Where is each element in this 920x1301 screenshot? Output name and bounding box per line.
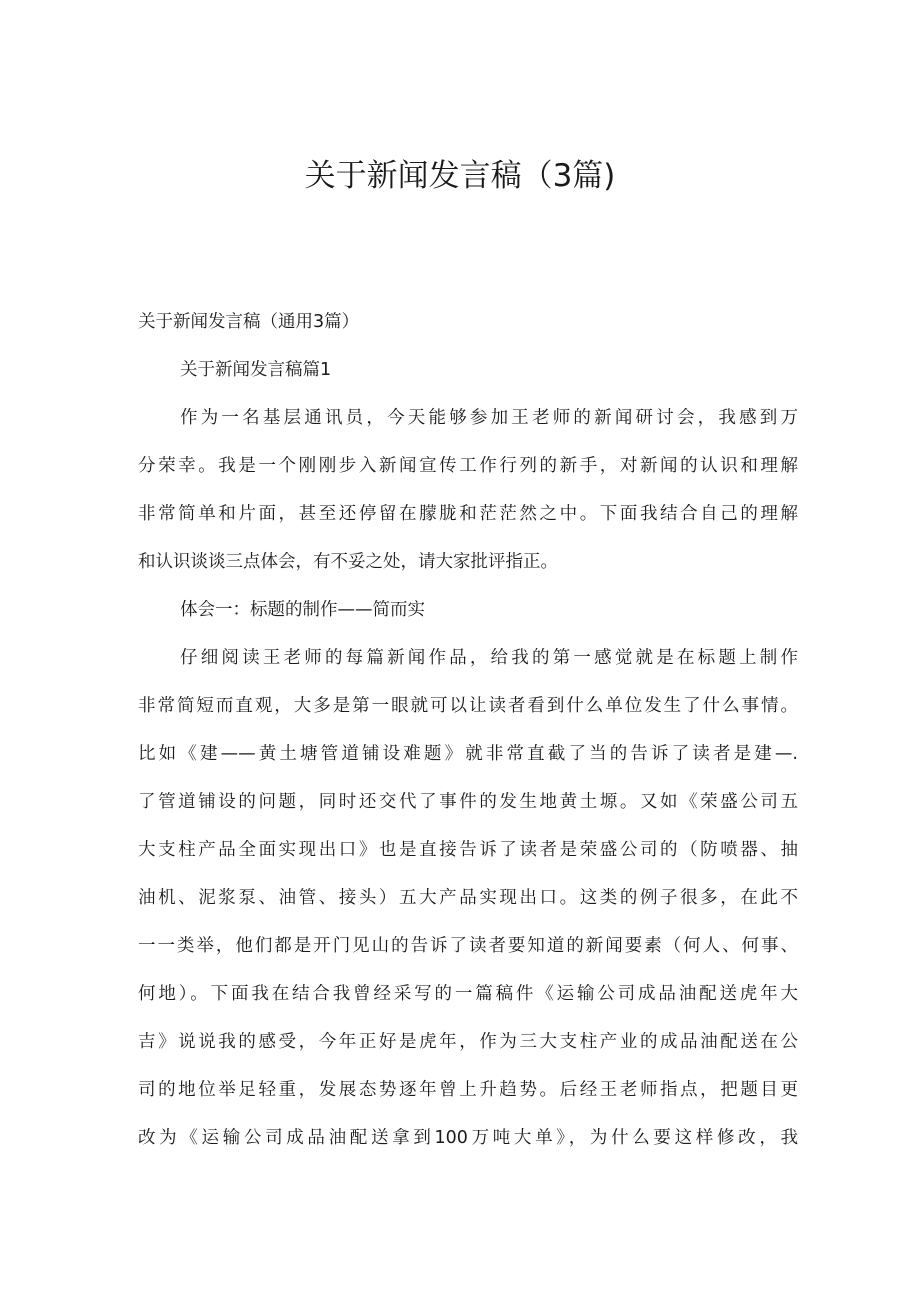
paragraph-line: 一一类举，他们都是开门见山的告诉了读者要知道的新闻要素（何人、何事、 bbox=[138, 936, 798, 956]
paragraph-line: 分荣幸。我是一个刚刚步入新闻宣传工作行列的新手，对新闻的认识和理解 bbox=[138, 456, 798, 476]
paragraph-line: 作为一名基层通讯员，今天能够参加王老师的新闻研讨会，我感到万 bbox=[180, 408, 798, 428]
subsection-heading: 体会一：标题的制作——简而实 bbox=[180, 600, 425, 620]
paragraph-line: 大支柱产品全面实现出口》也是直接告诉了读者是荣盛公司的（防喷器、抽 bbox=[138, 840, 798, 860]
paragraph-line: 和认识谈谈三点体会，有不妥之处，请大家批评指正。 bbox=[138, 552, 558, 572]
paragraph-line: 了管道铺设的问题，同时还交代了事件的发生地黄土塬。又如《荣盛公司五 bbox=[138, 792, 798, 812]
paragraph-line: 吉》说说我的感受，今年正好是虎年，作为三大支柱产业的成品油配送在公 bbox=[138, 1032, 798, 1052]
document-title: 关于新闻发言稿（3篇) bbox=[304, 158, 616, 194]
paragraph-line: 比如《建——黄土塘管道铺设难题》就非常直截了当的告诉了读者是建—. bbox=[138, 744, 798, 764]
document-body bbox=[138, 298, 798, 1162]
subtitle-line: 关于新闻发言稿（通用3篇） bbox=[138, 312, 360, 332]
paragraph-line: 改为《运输公司成品油配送拿到100万吨大单》，为什么要这样修改，我 bbox=[138, 1128, 798, 1148]
paragraph-line: 油机、泥浆泵、油管、接头）五大产品实现出口。这类的例子很多，在此不 bbox=[138, 888, 798, 908]
paragraph-line: 非常简短而直观，大多是第一眼就可以让读者看到什么单位发生了什么事情。 bbox=[138, 696, 798, 716]
paragraph-line: 司的地位举足轻重，发展态势逐年曾上升趋势。后经王老师指点，把题目更 bbox=[138, 1080, 798, 1100]
paragraph-line: 仔细阅读王老师的每篇新闻作品，给我的第一感觉就是在标题上制作 bbox=[180, 648, 798, 668]
paragraph-line: 非常简单和片面，甚至还停留在朦胧和茫茫然之中。下面我结合自己的理解 bbox=[138, 504, 798, 524]
section-heading: 关于新闻发言稿篇1 bbox=[180, 360, 332, 380]
paragraph-line: 何地）。下面我在结合我曾经采写的一篇稿件《运输公司成品油配送虎年大 bbox=[138, 984, 798, 1004]
